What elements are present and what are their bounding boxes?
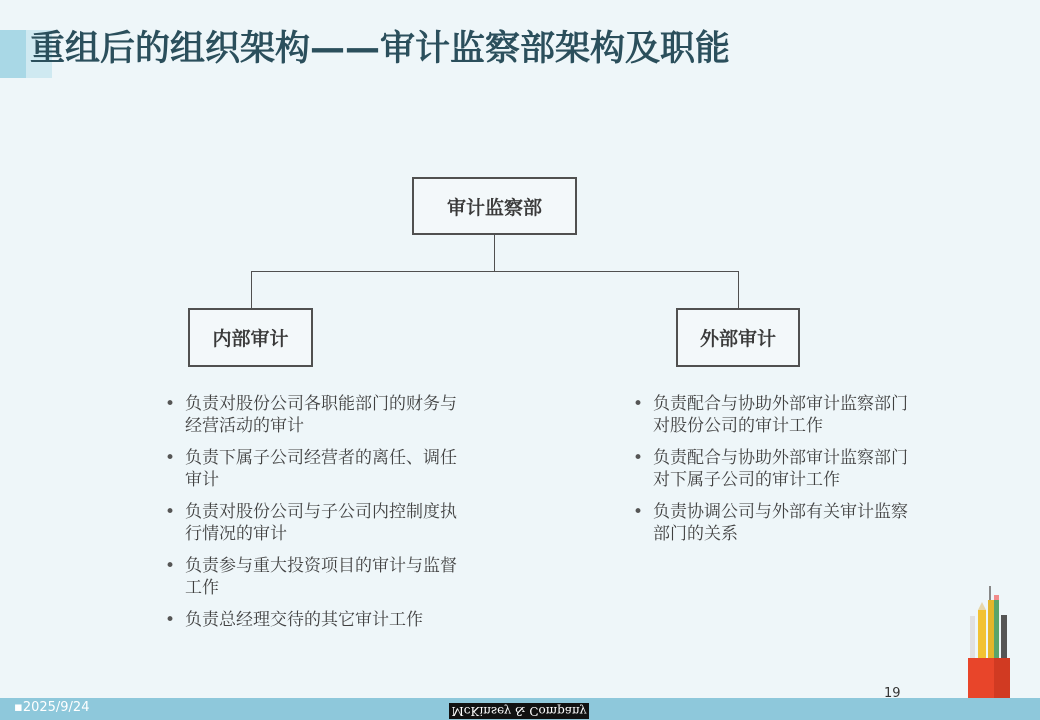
list-item: • 负责参与重大投资项目的审计与监督工作 bbox=[165, 555, 470, 599]
list-item: • 负责下属子公司经营者的离任、调任审计 bbox=[165, 447, 470, 491]
list-item: • 负责协调公司与外部有关审计监察部门的关系 bbox=[633, 501, 923, 545]
list-item: • 负责总经理交待的其它审计工作 bbox=[165, 609, 470, 631]
org-left-box bbox=[188, 308, 313, 367]
external-audit-duties bbox=[633, 393, 923, 555]
org-left-label: 内部审计 bbox=[212, 328, 289, 350]
title-accent-bar bbox=[0, 30, 26, 78]
list-item: • 负责配合与协助外部审计监察部门对下属子公司的审计工作 bbox=[633, 447, 923, 491]
connector-left-down bbox=[251, 271, 252, 309]
slide-title: 重组后的组织架构——审计监察部架构及职能 bbox=[30, 29, 731, 69]
footer-date-text: 2025/9/24 bbox=[22, 700, 90, 715]
org-right-label: 外部审计 bbox=[699, 328, 776, 350]
page-number: 19 bbox=[884, 686, 901, 701]
connector-right-down bbox=[738, 271, 739, 309]
list-item: • 负责对股份公司与子公司内控制度执行情况的审计 bbox=[165, 501, 470, 545]
org-right-box bbox=[676, 308, 800, 367]
list-item: • 负责配合与协助外部审计监察部门对股份公司的审计工作 bbox=[633, 393, 923, 437]
org-root-box bbox=[412, 177, 577, 235]
list-item: • 负责对股份公司各职能部门的财务与经营活动的审计 bbox=[165, 393, 470, 437]
org-root-label: 审计监察部 bbox=[446, 196, 542, 219]
connector-horizontal bbox=[251, 271, 739, 272]
footer-date: ▪2025/9/24 bbox=[14, 700, 90, 715]
company-logo: McKinsey & Company bbox=[449, 703, 589, 719]
connector-root-down bbox=[494, 235, 495, 272]
internal-audit-duties bbox=[165, 393, 470, 641]
